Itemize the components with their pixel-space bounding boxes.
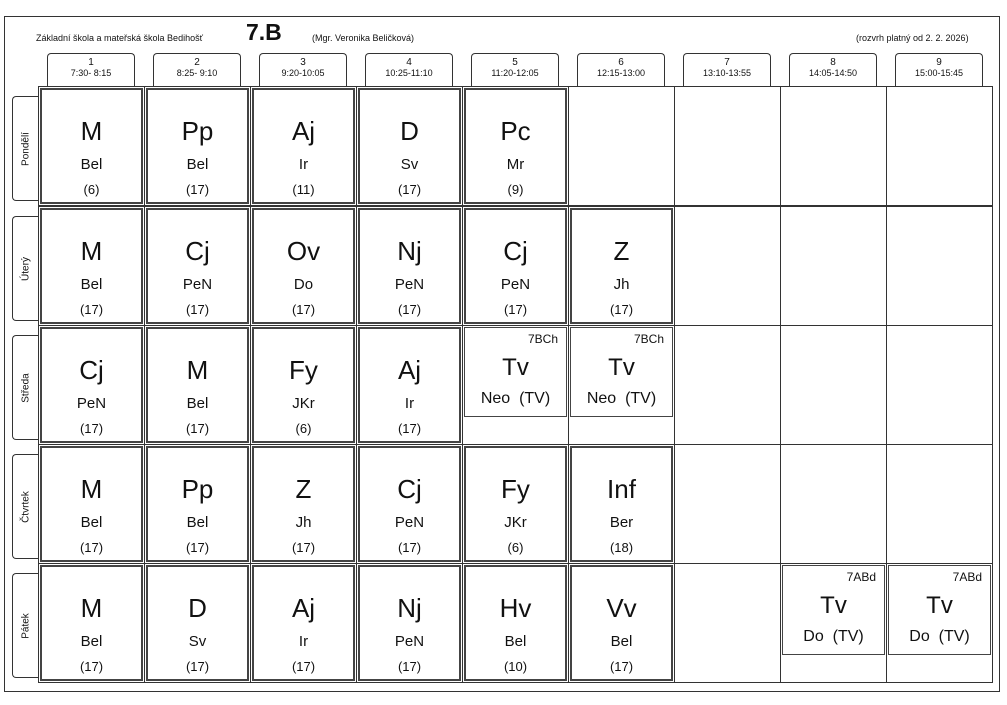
lesson-teacher: JKr [292, 395, 315, 412]
lesson-cell[interactable] [358, 327, 461, 443]
period-header-7 [683, 53, 771, 86]
lesson-subject: D [188, 593, 207, 623]
lesson-teacher: PeN [500, 276, 531, 293]
period-header-5 [471, 53, 559, 86]
lesson-group: 7ABd [846, 570, 876, 584]
lesson-room: (11) [292, 182, 315, 197]
lesson-teacher: Bel [80, 156, 103, 173]
lesson-subject: Inf [607, 474, 636, 504]
lesson-cell[interactable] [252, 327, 355, 443]
timetable-cell [568, 86, 675, 206]
lesson-subject: Nj [397, 236, 422, 266]
lesson-subject: Cj [79, 355, 104, 385]
lesson-subject: Cj [185, 236, 210, 266]
lesson-subject: M [80, 236, 103, 266]
lesson-room: (17) [397, 302, 422, 317]
lesson-cell[interactable] [570, 208, 673, 324]
lesson-subject: Nj [397, 593, 422, 623]
period-time: 8:25- 9:10 [176, 68, 218, 78]
lesson-teacher: Bel [80, 514, 103, 531]
validity-note: (rozvrh platný od 2. 2. 2026) [856, 33, 969, 43]
lesson-teacher: Bel [80, 276, 103, 293]
lesson-cell[interactable] [252, 208, 355, 324]
period-time: 11:20-12:05 [491, 68, 539, 78]
lesson-cell[interactable] [358, 565, 461, 681]
period-header-4 [365, 53, 453, 86]
class-teacher: (Mgr. Veronika Beličková) [312, 33, 415, 43]
period-header-8 [789, 53, 877, 86]
lesson-room: (18) [609, 540, 634, 555]
day-label-2 [12, 335, 38, 440]
period-number: 6 [618, 57, 624, 68]
timetable-cell [780, 206, 887, 326]
lesson-teacher: Neo [480, 390, 511, 407]
lesson-teacher: PeN [394, 633, 425, 650]
day-name: Středa [20, 372, 31, 403]
lesson-teacher: Ber [609, 514, 634, 531]
day-label-1 [12, 216, 38, 321]
lesson-room: (17) [291, 659, 316, 674]
lesson-group: 7ABd [952, 570, 982, 584]
lesson-room: (17) [503, 302, 528, 317]
lesson-teacher: Bel [80, 633, 103, 650]
period-header-1 [47, 53, 135, 86]
lesson-room: (17) [185, 421, 210, 436]
period-number: 9 [936, 57, 942, 68]
lesson-teacher: Sv [400, 156, 419, 173]
lesson-subject: Z [295, 474, 312, 504]
period-time: 14:05-14:50 [808, 68, 858, 78]
lesson-teacher: Sv [188, 633, 207, 650]
lesson-subject: Tv [502, 354, 529, 381]
day-name: Čtvrtek [20, 490, 31, 523]
lesson-room: (17) [185, 659, 210, 674]
lesson-room: (9) [507, 182, 524, 197]
timetable-cell [780, 444, 887, 564]
lesson-group: 7BCh [633, 332, 664, 346]
lesson-teacher: PeN [182, 276, 213, 293]
lesson-teacher: Bel [186, 156, 209, 173]
lesson-subject: Aj [397, 355, 422, 385]
lesson-subject: Vv [606, 593, 637, 623]
lesson-cell[interactable] [570, 565, 673, 681]
lesson-teacher: PeN [394, 514, 425, 531]
lesson-cell[interactable] [146, 446, 249, 562]
school-name: Základní škola a mateřská škola Bedihošť [36, 33, 203, 43]
lesson-cell[interactable] [146, 208, 249, 324]
lesson-teacher: Bel [186, 395, 209, 412]
period-number: 7 [724, 57, 730, 68]
lesson-room: (6) [83, 182, 100, 197]
lesson-subject: Tv [926, 592, 953, 619]
lesson-cell[interactable] [464, 208, 567, 324]
lesson-subject: Ov [286, 236, 321, 266]
lesson-room: (17) [397, 659, 422, 674]
lesson-subject: Pc [500, 116, 531, 146]
lesson-cell[interactable] [464, 88, 567, 204]
period-number: 4 [406, 57, 412, 68]
day-label-3 [12, 454, 38, 559]
lesson-teacher: Jh [613, 276, 630, 293]
lesson-cell[interactable] [146, 88, 249, 204]
lesson-teacher: Do [803, 628, 824, 645]
lesson-cell[interactable] [146, 565, 249, 681]
lesson-teacher: Bel [186, 514, 209, 531]
lesson-room: (17) [79, 421, 104, 436]
timetable-cell [674, 325, 781, 445]
timetable-cell [886, 86, 993, 206]
lesson-cell[interactable] [146, 327, 249, 443]
period-time: 12:15-13:00 [596, 68, 646, 78]
day-name: Pondělí [20, 131, 31, 166]
lesson-teacher: PeN [76, 395, 107, 412]
lesson-subject: M [186, 355, 209, 385]
period-time: 9:20-10:05 [281, 68, 325, 78]
period-time: 7:30- 8:15 [70, 68, 112, 78]
period-time: 10:25-11:10 [385, 68, 433, 78]
lesson-room: (17) [397, 182, 422, 197]
lesson-subject: Z [613, 236, 630, 266]
lesson-teacher: Do [909, 628, 930, 645]
lesson-room: (17) [185, 182, 210, 197]
lesson-subject: Cj [397, 474, 422, 504]
lesson-teacher: Neo [586, 390, 617, 407]
lesson-cell[interactable] [570, 446, 673, 562]
timetable-cell [780, 325, 887, 445]
timetable-cell [674, 86, 781, 206]
lesson-room: (17) [291, 302, 316, 317]
group-lesson[interactable] [888, 565, 991, 655]
lesson-room: (17) [79, 302, 104, 317]
timetable-cell [886, 206, 993, 326]
lesson-room: (TV) [519, 390, 551, 407]
lesson-subject: Aj [291, 593, 316, 623]
lesson-teacher-room [783, 628, 884, 646]
period-header-6 [577, 53, 665, 86]
class-name: 7.B [246, 19, 282, 45]
lesson-room: (17) [609, 302, 634, 317]
lesson-teacher: Bel [504, 633, 527, 650]
day-label-0 [12, 96, 38, 201]
group-lesson[interactable] [570, 327, 673, 417]
lesson-room: (TV) [832, 628, 864, 645]
period-time: 13:10-13:55 [702, 68, 752, 78]
lesson-cell[interactable] [358, 88, 461, 204]
lesson-room: (17) [185, 540, 210, 555]
lesson-subject: M [80, 116, 103, 146]
period-number: 3 [300, 57, 306, 68]
lesson-teacher-room [571, 390, 672, 408]
group-lesson[interactable] [782, 565, 885, 655]
timetable-cell [780, 86, 887, 206]
lesson-cell[interactable] [464, 446, 567, 562]
period-time: 15:00-15:45 [914, 68, 964, 78]
lesson-cell[interactable] [40, 565, 143, 681]
lesson-teacher-room [465, 390, 566, 408]
lesson-room: (6) [507, 540, 524, 555]
lesson-room: (17) [397, 540, 422, 555]
lesson-teacher: Mr [506, 156, 525, 173]
day-name: Pátek [20, 612, 31, 639]
lesson-subject: Cj [503, 236, 528, 266]
lesson-room: (10) [503, 659, 528, 674]
lesson-subject: Tv [608, 354, 635, 381]
timetable-cell [674, 444, 781, 564]
period-number: 2 [194, 57, 200, 68]
lesson-room: (6) [295, 421, 312, 436]
lesson-cell[interactable] [464, 565, 567, 681]
day-label-4 [12, 573, 38, 678]
lesson-room: (TV) [938, 628, 970, 645]
lesson-teacher: Jh [295, 514, 312, 531]
lesson-teacher: Ir [298, 156, 309, 173]
timetable-cell [674, 206, 781, 326]
lesson-teacher: Ir [298, 633, 309, 650]
timetable-cell [886, 444, 993, 564]
lesson-subject: Fy [289, 355, 318, 385]
lesson-room: (17) [609, 659, 634, 674]
day-name: Úterý [20, 256, 31, 281]
lesson-cell[interactable] [252, 565, 355, 681]
timetable-cell [886, 325, 993, 445]
lesson-group: 7BCh [527, 332, 558, 346]
lesson-subject: Aj [291, 116, 316, 146]
lesson-subject: Fy [501, 474, 530, 504]
lesson-cell[interactable] [252, 88, 355, 204]
group-lesson[interactable] [464, 327, 567, 417]
lesson-subject: M [80, 593, 103, 623]
lesson-teacher: PeN [394, 276, 425, 293]
lesson-room: (17) [79, 659, 104, 674]
lesson-teacher-room [889, 628, 990, 646]
period-number: 1 [88, 57, 94, 68]
lesson-teacher: Bel [610, 633, 633, 650]
lesson-cell[interactable] [40, 208, 143, 324]
lesson-room: (17) [397, 421, 422, 436]
lesson-subject: M [80, 474, 103, 504]
lesson-teacher: Do [293, 276, 314, 293]
lesson-subject: D [400, 116, 419, 146]
period-header-3 [259, 53, 347, 86]
lesson-teacher: Ir [404, 395, 415, 412]
lesson-room: (17) [185, 302, 210, 317]
lesson-cell[interactable] [252, 446, 355, 562]
lesson-subject: Hv [499, 593, 532, 623]
lesson-room: (17) [291, 540, 316, 555]
lesson-cell[interactable] [358, 446, 461, 562]
lesson-cell[interactable] [40, 327, 143, 443]
period-header-2 [153, 53, 241, 86]
lesson-teacher: JKr [504, 514, 527, 531]
lesson-subject: Pp [181, 474, 214, 504]
lesson-room: (17) [79, 540, 104, 555]
period-number: 8 [830, 57, 836, 68]
lesson-subject: Pp [181, 116, 214, 146]
timetable-cell [674, 563, 781, 683]
lesson-cell[interactable] [358, 208, 461, 324]
lesson-cell[interactable] [40, 88, 143, 204]
lesson-subject: Tv [820, 592, 847, 619]
lesson-cell[interactable] [40, 446, 143, 562]
period-number: 5 [512, 57, 518, 68]
period-header-9 [895, 53, 983, 86]
lesson-room: (TV) [625, 390, 657, 407]
